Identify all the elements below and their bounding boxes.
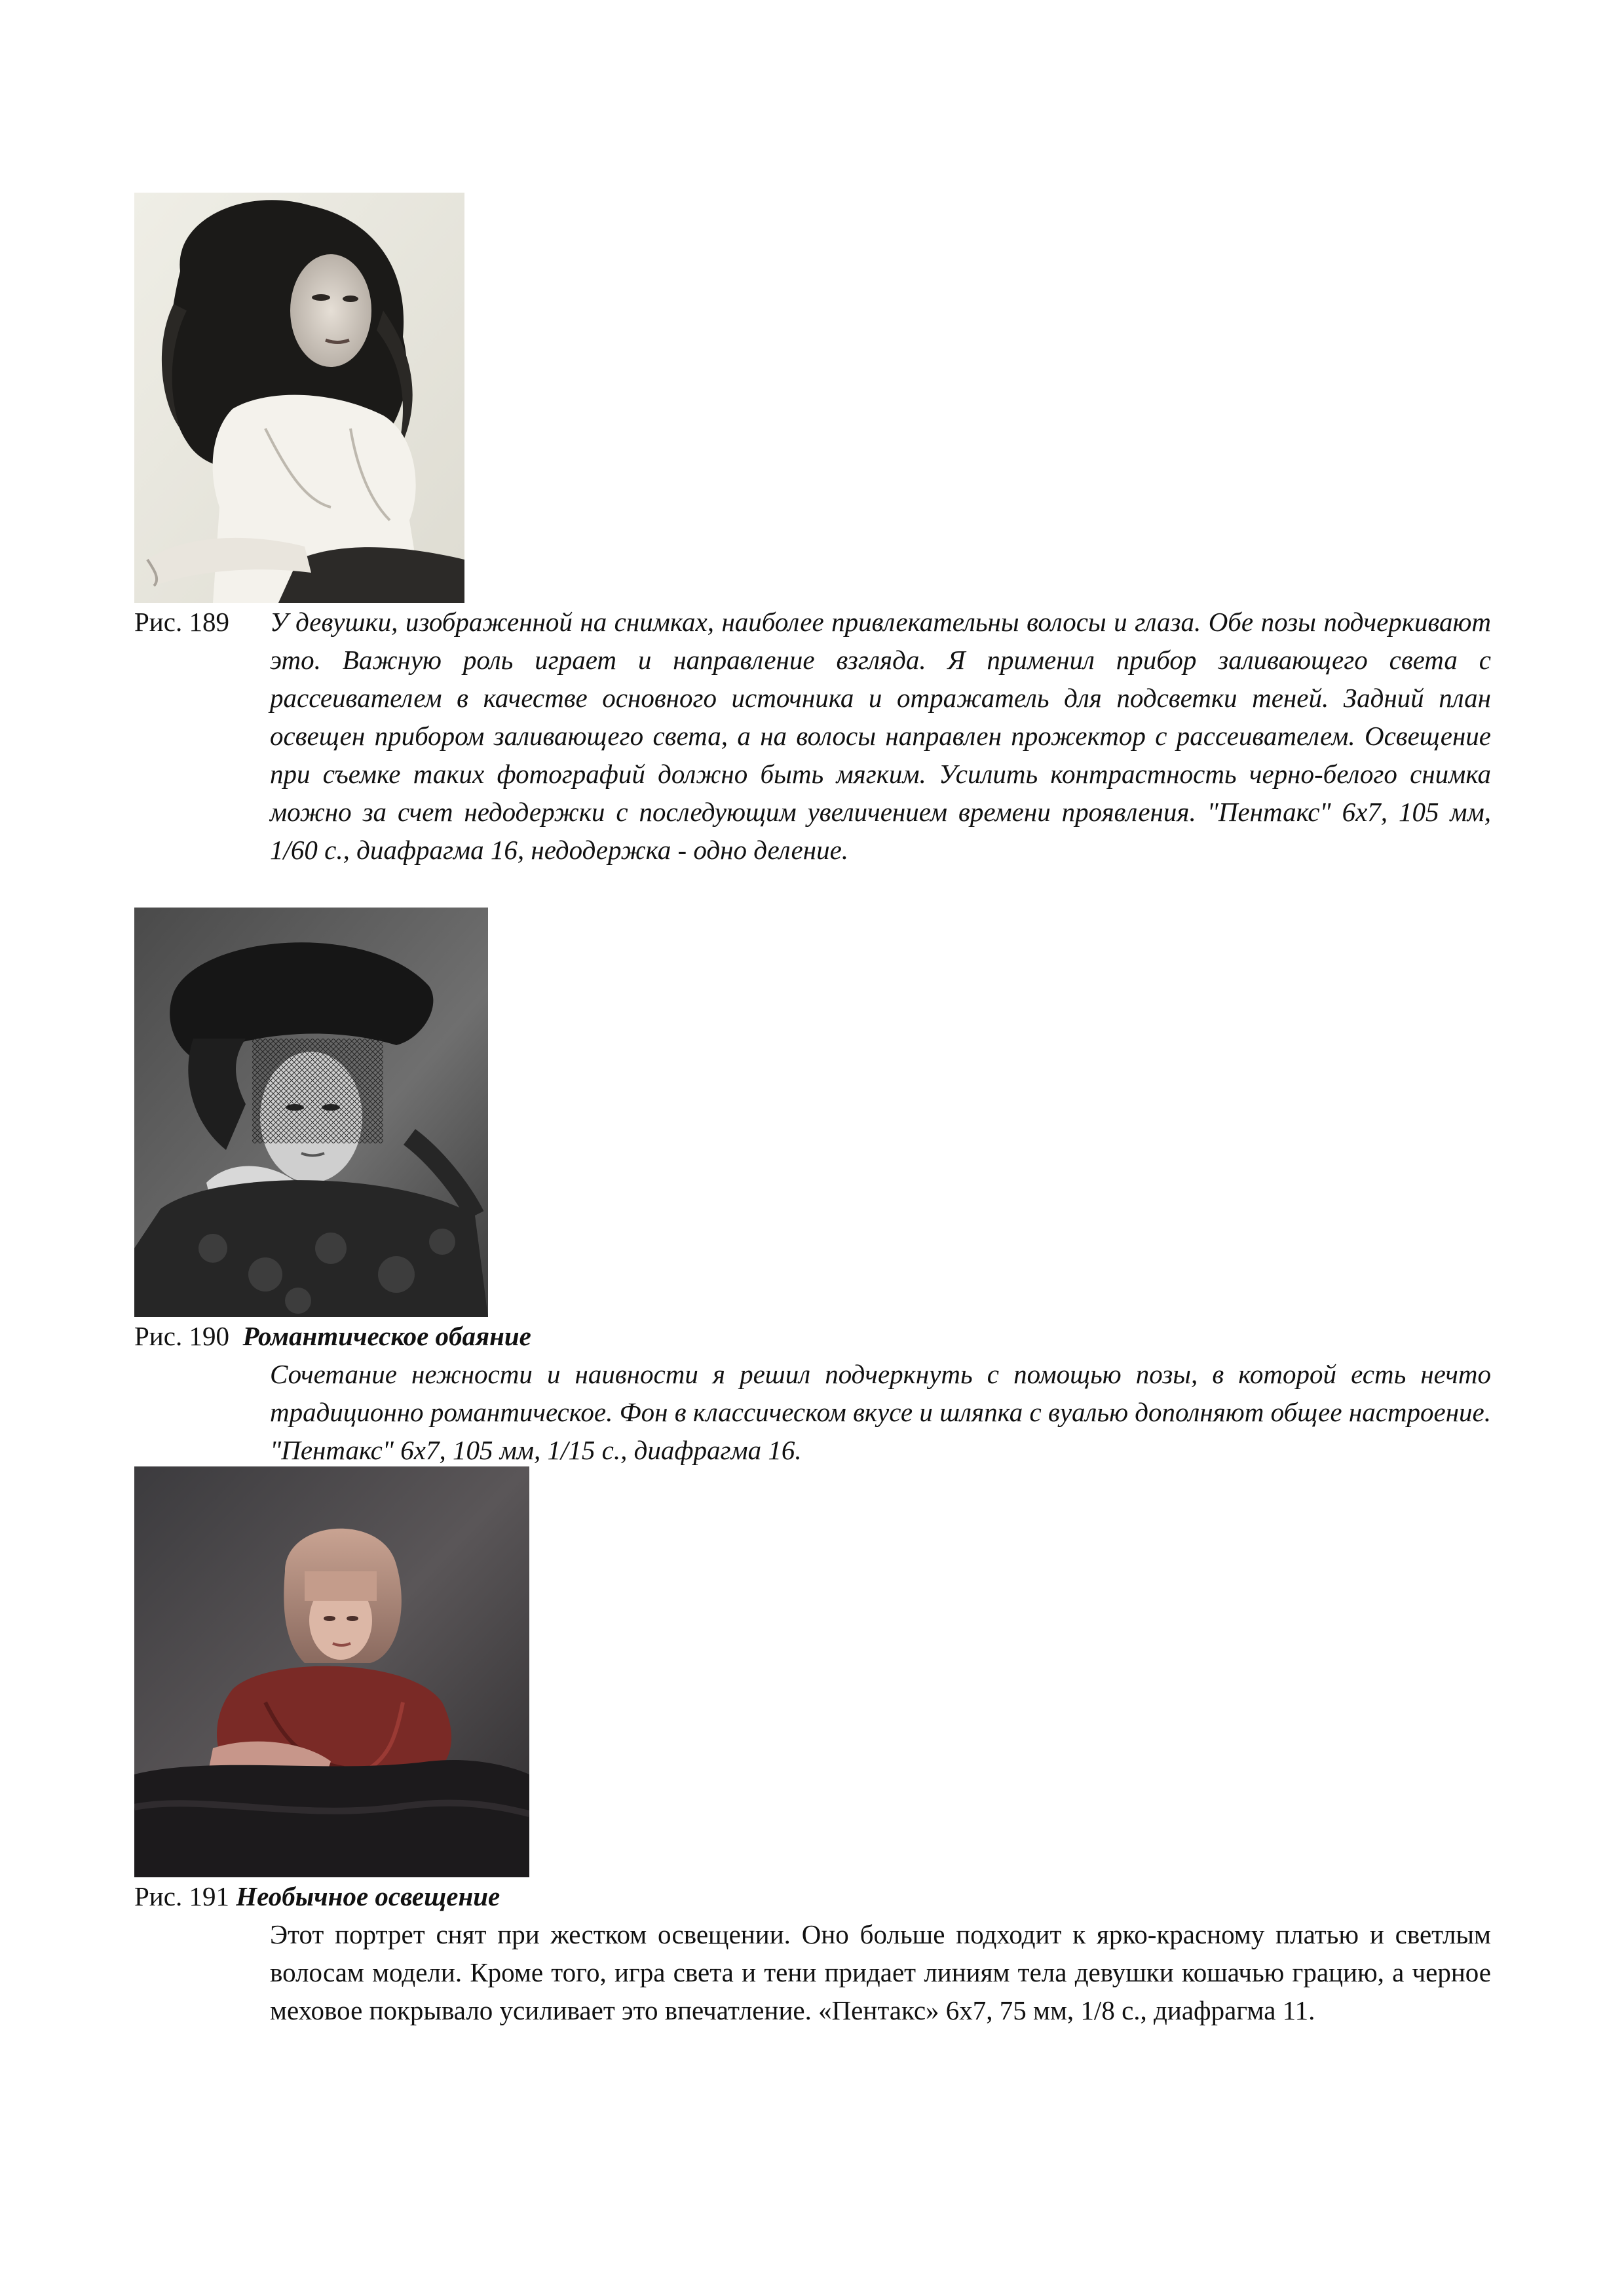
figure-191-number: Рис. 191 <box>134 1881 229 1911</box>
figure-190-caption: Сочетание нежности и наивности я решил подчеркнуть с помощью позы, в которой есть нечто традиционно романтическое. Фон в классическом вкусе и шляпка с вуалью дополняют общее настроение. "Пентакс" 6x7, 105 мм, 1/15 с., диафрагма 16. <box>270 1359 1491 1465</box>
figure-191-label <box>134 1877 500 1915</box>
figure-191-title: Необычное освещение <box>236 1881 500 1911</box>
figure-190-title: Романтическое обаяние <box>242 1321 531 1351</box>
figure-189-photo <box>134 193 464 603</box>
figure-190-label <box>134 1317 531 1355</box>
figure-190-photo <box>134 908 488 1317</box>
figure-190-number: Рис. 190 <box>134 1321 229 1351</box>
figure-191-caption: Этот портрет снят при жестком освещении. Оно больше подходит к ярко-красному платью и светлым волосам модели. Кроме того, игра света и тени придает линиям тела девушки кошачью грацию, а черное меховое покрывало усиливает это впечатление. «Пентакс» 6x7, 75 мм, 1/8 с., диафрагма 11. <box>270 1919 1491 2025</box>
figure-189-caption: У девушки, изображенной на снимках, наиболее привлекательны волосы и глаза. Обе позы подчеркивают это. Важную роль играет и направление взгляда. Я применил прибор заливающего света с рассеивателем в качестве основного источника и отражатель для подсветки теней. Задний план освещен прибором заливающего света, а на волосы направлен прожектор с рассеивателем. Освещение при съемке таких фотографий должно быть мягким. Усилить контрастность черно-белого снимка можно за счет недодержки с последующим увеличением времени проявления. "Пентакс" 6x7, 105 мм, 1/60 с., диафрагма 16, недодержка - одно деление. <box>270 607 1491 865</box>
figure-189-label: Рис. 189 <box>134 607 229 637</box>
figure-191-photo <box>134 1466 529 1877</box>
